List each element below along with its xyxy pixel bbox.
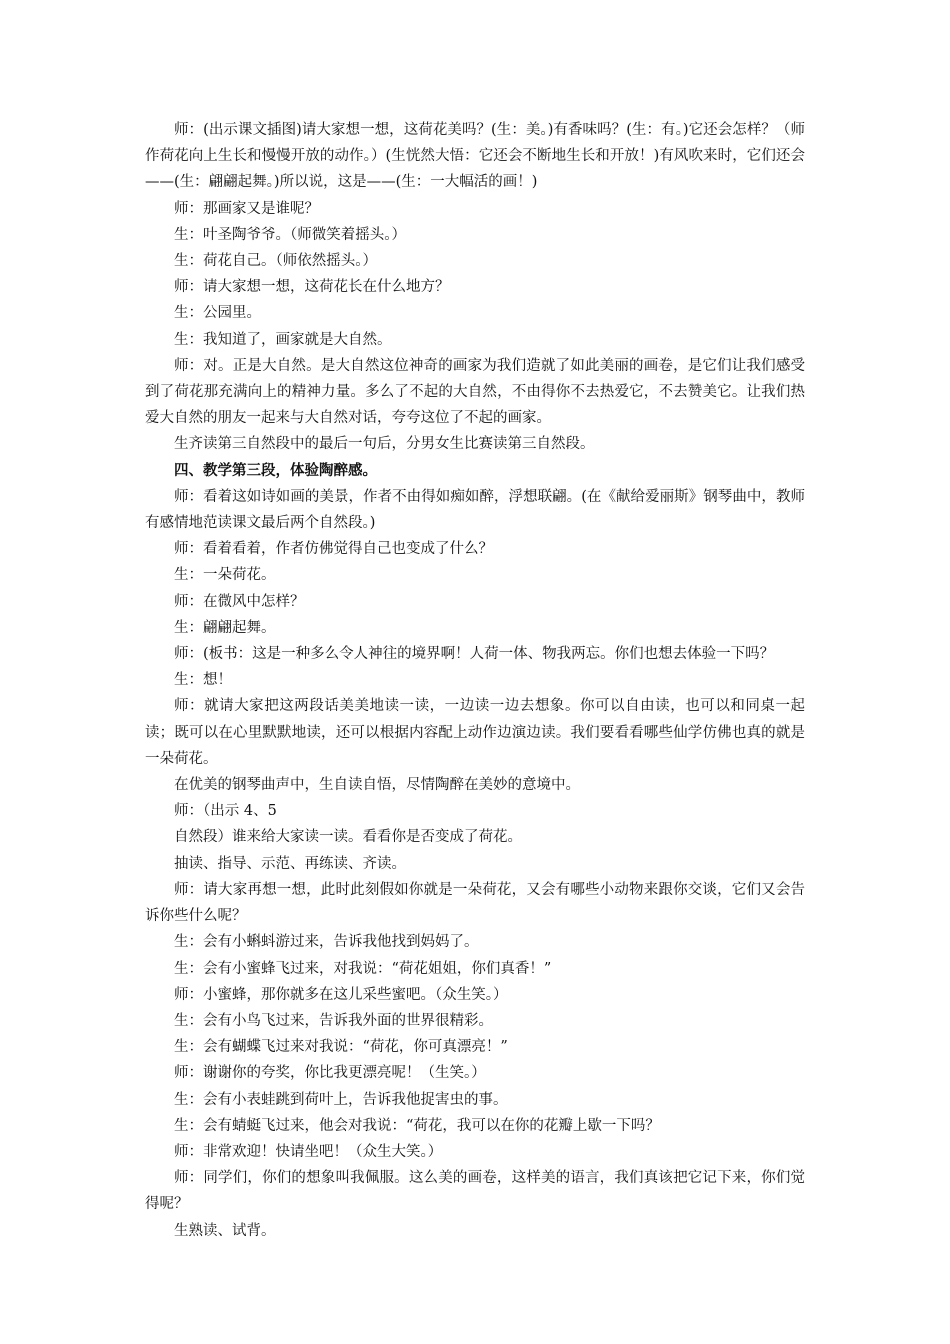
paragraph: 生：会有小鸟飞过来，告诉我外面的世界很精彩。 [174, 1012, 493, 1029]
paragraph: 师：请大家想一想，这荷花长在什么地方？ [174, 279, 450, 296]
paragraph: 生：一朵荷花。 [174, 567, 276, 584]
paragraph: 师：小蜜蜂，那你就多在这儿采些蜜吧。（众生笑。） [174, 986, 508, 1003]
paragraph: 师：同学们，你们的想象叫我佩服。这么美的画卷，这样美的语言，我们真该把它记下来，你们觉得呢？ [145, 1170, 805, 1213]
paragraph: 师：谢谢你的夸奖，你比我更漂亮呢！（生笑。） [174, 1065, 486, 1082]
paragraph: 生：想！ [174, 672, 232, 689]
paragraph: 生：会有小蝌蚪游过来，告诉我他找到妈妈了。 [174, 934, 479, 951]
paragraph: 师：那画家又是谁呢？ [174, 200, 319, 217]
paragraph: 师：请大家再想一想，此时此刻假如你就是一朵荷花，又会有哪些小动物来跟你交谈，它们又会告诉你些什么呢？ [145, 881, 805, 925]
paragraph: 生：翩翩起舞。 [174, 619, 276, 636]
paragraph: 生：会有小蜜蜂飞过来，对我说：“荷花姐姐，你们真香！” [174, 960, 552, 977]
paragraph: 自然段）谁来给大家读一读。看看你是否变成了荷花。 [174, 829, 522, 846]
paragraph: 师：(板书：这是一种多么令人神往的境界啊！人荷一体、物我两忘。你们也想去体验一下吗？ [174, 646, 775, 663]
paragraph: 师：（出示 4、5 [174, 803, 277, 820]
paragraph: 生熟读、试背。 [174, 1222, 276, 1239]
paragraph: 生：会有小表蛙跳到荷叶上，告诉我他捉害虫的事。 [174, 1091, 508, 1108]
paragraph: 师：看着这如诗如画的美景，作者不由得如痴如醉，浮想联翩。(在《献给爱丽斯》钢琴曲中，教师有感情地范读课文最后两个自然段。) [145, 488, 805, 532]
paragraph: 生齐读第三自然段中的最后一句后，分男女生比赛读第三自然段。 [174, 436, 595, 453]
paragraph: 师：就请大家把这两段话美美地读一读，一边读一边去想象。你可以自由读，也可以和同桌一起读；既可以在心里默默地读，还可以根据内容配上动作边演边读。我们要看看哪些仙学仿佛也真的就是一朵荷花。 [145, 698, 805, 767]
document-page [145, 117, 805, 1244]
section-heading: 四、教学第三段，体验陶醉感。 [174, 461, 377, 479]
paragraph: 在优美的钢琴曲声中，生自读自悟，尽情陶醉在美妙的意境中。 [174, 777, 580, 794]
paragraph: 生：公园里。 [174, 305, 261, 322]
paragraph: 生：叶圣陶爷爷。（师微笑着摇头。） [174, 226, 406, 243]
paragraph: 生：荷花自己。（师依然摇头。） [174, 253, 377, 270]
paragraph: 师：非常欢迎！快请坐吧！（众生大笑。） [174, 1143, 443, 1160]
paragraph: 生：会有蜻蜓飞过来，他会对我说：“荷花，我可以在你的花瓣上歇一下吗？ [174, 1117, 660, 1134]
paragraph: 师：(出示课文插图)请大家想一想，这荷花美吗？(生：美。)有香味吗？(生：有。)它还会怎样？（师作荷花向上生长和慢慢开放的动作。）(生恍然大悟：它还会不断地生长和开放！)有风吹来时，它们还会——(生：翩翩起舞。)所以说，这是——(生：一大幅活的画！) [145, 122, 805, 191]
paragraph: 抽读、指导、示范、再练读、齐读。 [174, 855, 406, 872]
paragraph: 师：看着看着，作者仿佛觉得自己也变成了什么？ [174, 541, 493, 558]
paragraph: 师：在微风中怎样？ [174, 593, 305, 610]
paragraph: 生：我知道了，画家就是大自然。 [174, 331, 392, 348]
paragraph: 生：会有蝴蝶飞过来对我说：“荷花，你可真漂亮！” [174, 1039, 508, 1056]
paragraph: 师：对。正是大自然。是大自然这位神奇的画家为我们造就了如此美丽的画卷，是它们让我们感受到了荷花那充满向上的精神力量。多么了不起的大自然，不由得你不去热爱它，不去赞美它。让我们热爱大自然的朋友一起来与大自然对话，夸夸这位了不起的画家。 [145, 357, 805, 427]
